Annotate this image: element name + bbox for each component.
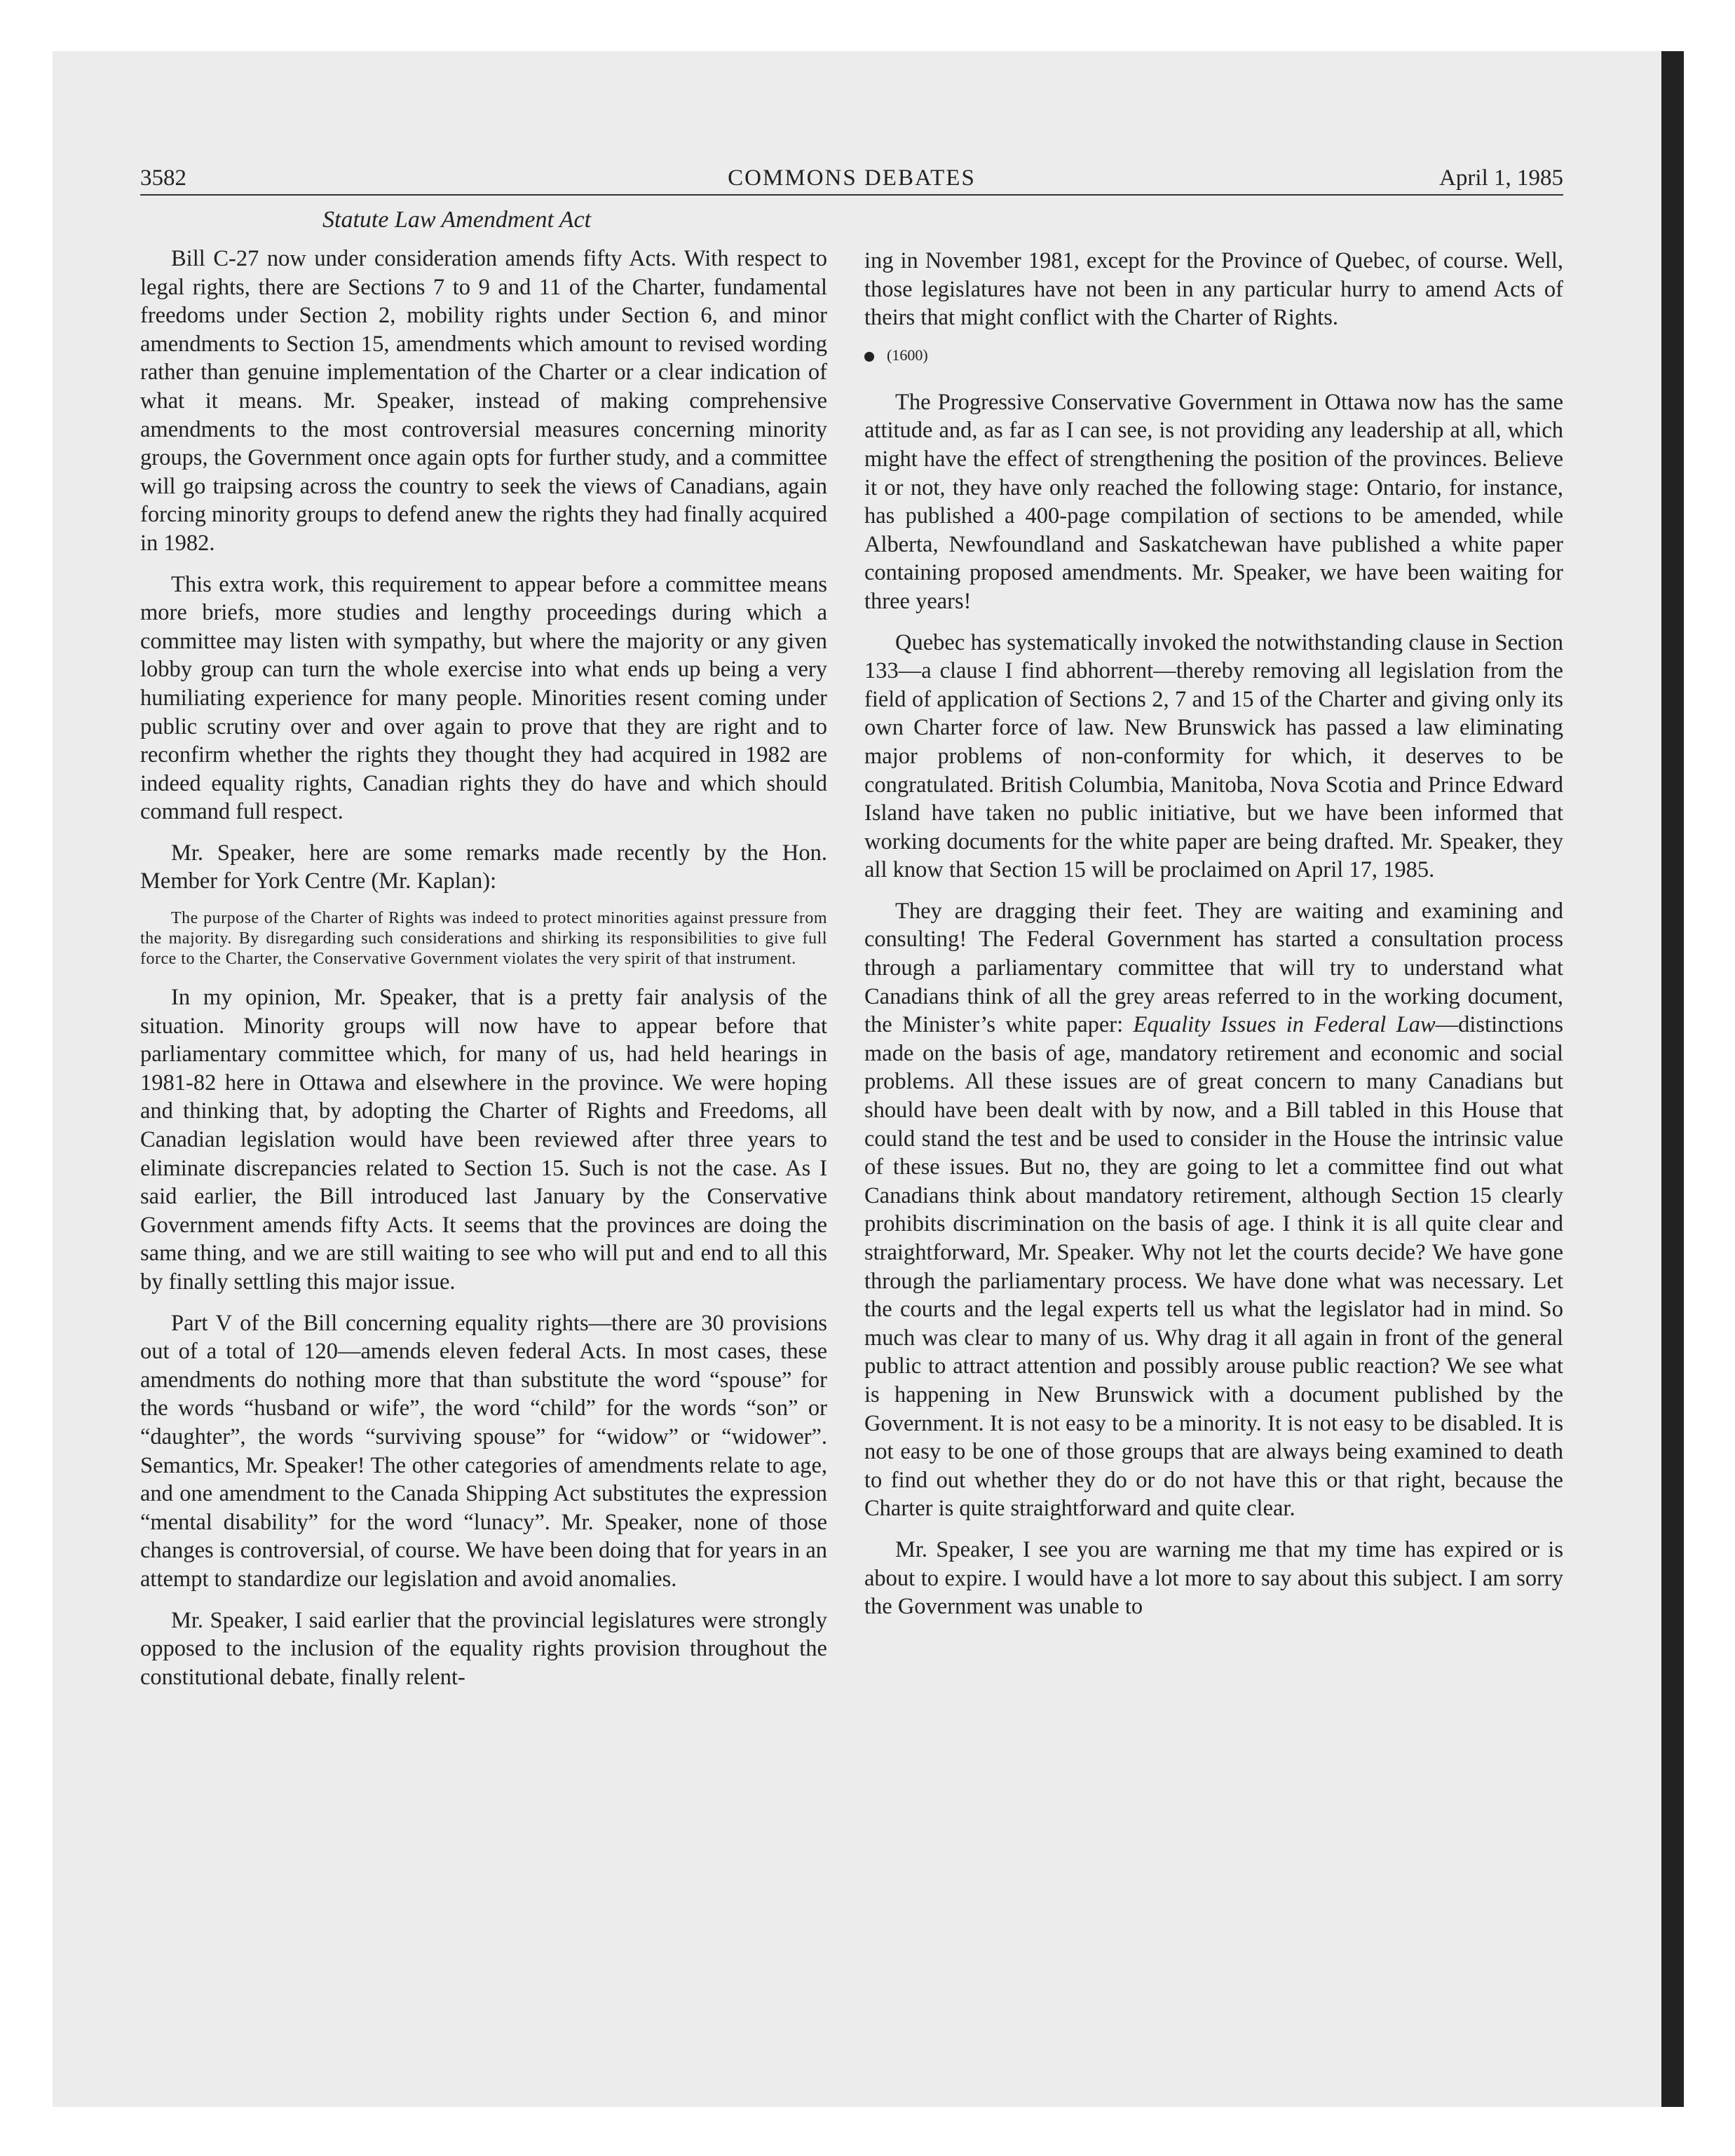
paragraph: The Progressive Conservative Government in Ottawa now has the same attitude and, as far as I can see, is not providing any leadership at all, which might have the effect of strengthening the position of the provinces. Believe it or not, they have only reached the following stage: Ontario, for instance, has published a 400-page compilation of sections to be amended, while Alberta, Newfoundland and Saskatchewan have published a white paper containing proposed amendments. Mr. Speaker, we have been waiting for three years! [864,389,1563,614]
timestamp-marker [864,345,1563,366]
section-title: Statute Law Amendment Act [322,207,592,233]
scan-edge-shadow [1661,51,1684,2107]
page-header [140,158,1563,196]
page-date: April 1, 1985 [1439,165,1563,191]
left-column [140,205,827,1704]
bullet-icon [864,352,874,362]
paragraph [864,897,1563,1523]
paragraph-continued: ing in November 1981, except for the Province of Quebec, of course. Well, those legislatures have not been in any particular hurry to amend Acts of theirs that might conflict with the Charter of Rights. [864,248,1563,331]
paragraph: This extra work, this requirement to appear before a committee means more briefs, more studies and lengthy proceedings during which a committee may listen with sympathy, but where the majority or any given lobby group can turn the whole exercise into what ends up being a very humiliating experience for many people. Minorities resent coming under public scrutiny over and over again to prove that they are right and to reconfirm whether the rights they thought they had acquired in 1982 are indeed equality rights, Canadian rights they do have and which should command full respect. [140,571,827,825]
paragraph: In my opinion, Mr. Speaker, that is a pretty fair analysis of the situation. Minority groups will now have to appear before that parliamentary committee which, for many of us, had held hearings in 1981-82 here in Ottawa and elsewhere in the province. We were hoping and thinking that, by adopting the Charter of Rights and Freedoms, all Canadian legislation would have been reviewed after three years to eliminate discrepancies related to Section 15. Such is not the case. As I said earlier, the Bill introduced last January by the Conservative Government amends fifty Acts. It seems that the provinces are doing the same thing, and we are still waiting to see who will put and end to all this by finally settling this major issue. [140,985,827,1295]
paragraph-text: —distinctions made on the basis of age, mandatory retirement and economic and social problems. All these issues are of great concern to many Canadians but should have been dealt with by now, and a Bill tabled in this House that could stand the test and be used to consider in the House the intrinsic value of these issues. But no, they are going to let a committee find out what Canadians think about mandatory retirement, although Section 15 clearly prohibits discrimination on the basis of age. I think it is all quite clear and straightforward, Mr. Speaker. Why not let the courts decide? We have gone through the parliamentary process. We have done what was necessary. Let the courts and the legal experts tell us what the legislator had in mind. So much was clear to many of us. Why drag it all again in front of the general public to attract attention and possibly arouse public reaction? We see what is happening in New Brunswick with a document published by the Government. It is not easy to be a minority. It is not easy to be disabled. It is not easy to be one of those groups that are always being examined to death to find out whether they do or do not have this or that right, because the Charter is quite straightforward and quite clear. [864,1012,1563,1522]
paragraph: Quebec has systematically invoked the notwithstanding clause in Section 133—a clause I find abhorrent—thereby removing all legislation from the field of application of Sections 2, 7 and 15 of the Charter and giving only its own Charter force of law. New Brunswick has passed a law eliminating major problems of non-conformity for which, it deserves to be congratulated. British Columbia, Manitoba, Nova Scotia and Prince Edward Island have taken no public initiative, but we have been informed that working documents for the white paper are being drafted. Mr. Speaker, they all know that Section 15 will be proclaimed on April 17, 1985. [864,629,1563,883]
paragraph: Mr. Speaker, I said earlier that the provincial legislatures were strongly opposed to the inclusion of the equality rights provision throughout the constitutional debate, finally relent- [140,1607,827,1690]
paragraph: Mr. Speaker, I see you are warning me that my time has expired or is about to expire. I would have a lot more to say about this subject. I am sorry the Government was unable to [864,1536,1563,1620]
paragraph: Bill C-27 now under consideration amends fifty Acts. With respect to legal rights, there are Sections 7 to 9 and 11 of the Charter, fundamental freedoms under Section 2, mobility rights under Section 6, and minor amendments to Section 15, amendments which amount to revised wording rather than genuine implementation of the Charter or a clear indication of what it means. Mr. Speaker, instead of making comprehensive amendments to the most controversial measures concerning minority groups, the Government once again opts for further study, and a committee will go traipsing across the country to seek the views of Canadians, again forcing minority groups to defend anew the rights they had finally acquired in 1982. [140,246,827,556]
paragraph: Mr. Speaker, here are some remarks made recently by the Hon. Member for York Centre (Mr. Kaplan): [140,840,827,894]
paragraph-text: They are dragging their feet. They are waiting and examining and consulting! The Federal Government has started a consultation process through a parliamentary committee that will try to understand what Canadians think of all the grey areas referred to in the working document, the Minister’s white paper: [864,898,1563,1038]
publication-title: COMMONS DEBATES [728,165,976,191]
document-title-italic: Equality Issues in Federal Law [1133,1012,1436,1038]
page-number: 3582 [140,165,186,191]
paragraph: Part V of the Bill concerning equality rights—there are 30 provisions out of a total of 120—amends eleven federal Acts. In most cases, these amendments do nothing more that than substitute the word “spouse” for the words “husband or wife”, the word “child” for the words “son” or “daughter”, the words “surviving spouse” for “widow” or “widower”. Semantics, Mr. Speaker! The other categories of amendments relate to age, and one amendment to the Canada Shipping Act substitutes the expression “mental disability” for the word “lunacy”. Mr. Speaker, none of those changes is controversial, of course. We have been doing that for years in an attempt to standardize our legislation and avoid anomalies. [140,1310,827,1592]
timestamp-text: (1600) [887,346,928,364]
right-column [864,247,1563,1634]
block-quote: The purpose of the Charter of Rights was indeed to protect minorities against pressure from the majority. By disregarding such considerations and shirking its responsibilities to give full force to the Charter, the Conservative Government violates the very spirit of that instrument. [140,909,827,969]
